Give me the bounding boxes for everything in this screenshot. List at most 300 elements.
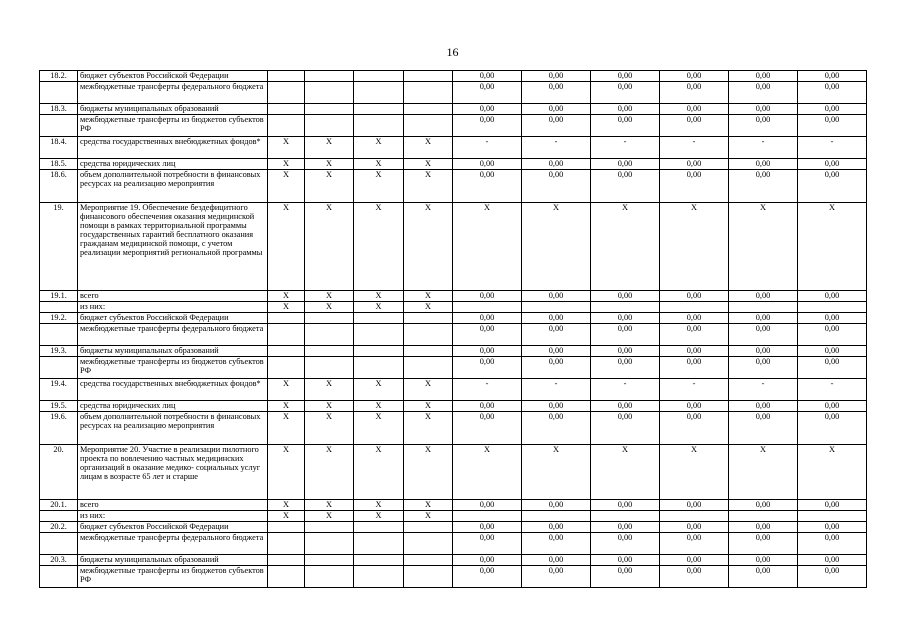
marker-cell: X bbox=[354, 203, 404, 291]
marker-cell: X bbox=[305, 412, 354, 445]
row-name-cell: бюджет субъектов Российской Федерации bbox=[78, 522, 268, 533]
row-number-cell: 19.3. bbox=[40, 346, 78, 357]
value-cell: 0,00 bbox=[798, 170, 867, 203]
value-cell bbox=[729, 511, 798, 522]
value-cell: - bbox=[591, 137, 660, 159]
row-number-cell: 19.1. bbox=[40, 291, 78, 302]
budget-table bbox=[39, 70, 867, 588]
value-cell: 0,00 bbox=[729, 412, 798, 445]
row-name-cell: межбюджетные трансферты из бюджетов субъектов РФ bbox=[78, 115, 268, 137]
row-number-cell: 18.5. bbox=[40, 159, 78, 170]
table-row bbox=[40, 522, 867, 533]
marker-cell bbox=[404, 346, 453, 357]
value-cell: 0,00 bbox=[729, 357, 798, 379]
value-cell: 0,00 bbox=[798, 104, 867, 115]
marker-cell: X bbox=[268, 500, 305, 511]
value-cell: 0,00 bbox=[660, 313, 729, 324]
value-cell: - bbox=[729, 137, 798, 159]
marker-cell bbox=[354, 346, 404, 357]
value-cell: - bbox=[522, 137, 591, 159]
row-name-cell: средства государственных внебюджетных фондов* bbox=[78, 379, 268, 401]
marker-cell: X bbox=[404, 170, 453, 203]
table-row bbox=[40, 115, 867, 137]
value-cell: 0,00 bbox=[453, 412, 522, 445]
value-cell bbox=[522, 302, 591, 313]
marker-cell bbox=[404, 566, 453, 588]
value-cell: 0,00 bbox=[591, 500, 660, 511]
value-cell: 0,00 bbox=[591, 104, 660, 115]
value-cell: 0,00 bbox=[798, 313, 867, 324]
marker-cell bbox=[268, 115, 305, 137]
value-cell: 0,00 bbox=[729, 522, 798, 533]
value-cell: - bbox=[591, 379, 660, 401]
value-cell: 0,00 bbox=[522, 555, 591, 566]
marker-cell: X bbox=[268, 159, 305, 170]
table-row bbox=[40, 533, 867, 555]
marker-cell: X bbox=[268, 291, 305, 302]
value-cell: 0,00 bbox=[591, 159, 660, 170]
marker-cell bbox=[404, 522, 453, 533]
value-cell: X bbox=[453, 203, 522, 291]
value-cell: 0,00 bbox=[453, 170, 522, 203]
marker-cell bbox=[404, 357, 453, 379]
value-cell: 0,00 bbox=[729, 291, 798, 302]
value-cell: 0,00 bbox=[591, 82, 660, 104]
table-row bbox=[40, 379, 867, 401]
value-cell: 0,00 bbox=[729, 82, 798, 104]
value-cell: 0,00 bbox=[522, 313, 591, 324]
value-cell: 0,00 bbox=[522, 291, 591, 302]
value-cell: X bbox=[522, 203, 591, 291]
value-cell: 0,00 bbox=[522, 324, 591, 346]
value-cell: 0,00 bbox=[660, 555, 729, 566]
value-cell: 0,00 bbox=[660, 82, 729, 104]
value-cell: 0,00 bbox=[591, 412, 660, 445]
row-name-cell: Мероприятие 20. Участие в реализации пилотного проекта по вовлечению частных медицинских организаций в оказание медико- социальных услуг лицам в возрасте 65 лет и старше bbox=[78, 445, 268, 500]
value-cell: 0,00 bbox=[453, 522, 522, 533]
value-cell: 0,00 bbox=[522, 115, 591, 137]
row-name-cell: бюджет субъектов Российской Федерации bbox=[78, 313, 268, 324]
marker-cell bbox=[354, 71, 404, 82]
value-cell: 0,00 bbox=[660, 346, 729, 357]
value-cell: 0,00 bbox=[798, 357, 867, 379]
row-number-cell: 20. bbox=[40, 445, 78, 500]
row-number-cell bbox=[40, 533, 78, 555]
value-cell bbox=[453, 302, 522, 313]
value-cell: 0,00 bbox=[591, 291, 660, 302]
value-cell: 0,00 bbox=[798, 412, 867, 445]
value-cell: 0,00 bbox=[453, 115, 522, 137]
value-cell: 0,00 bbox=[660, 115, 729, 137]
table-body bbox=[40, 71, 867, 588]
marker-cell: X bbox=[354, 401, 404, 412]
value-cell: 0,00 bbox=[522, 412, 591, 445]
row-number-cell bbox=[40, 511, 78, 522]
marker-cell bbox=[305, 71, 354, 82]
marker-cell: X bbox=[305, 291, 354, 302]
value-cell: 0,00 bbox=[522, 346, 591, 357]
value-cell: 0,00 bbox=[660, 170, 729, 203]
marker-cell bbox=[404, 555, 453, 566]
table-row bbox=[40, 445, 867, 500]
row-number-cell bbox=[40, 357, 78, 379]
marker-cell bbox=[268, 313, 305, 324]
row-name-cell: межбюджетные трансферты из бюджетов субъектов РФ bbox=[78, 357, 268, 379]
marker-cell: X bbox=[404, 302, 453, 313]
value-cell: X bbox=[453, 445, 522, 500]
marker-cell: X bbox=[305, 302, 354, 313]
value-cell: 0,00 bbox=[522, 159, 591, 170]
value-cell: 0,00 bbox=[453, 71, 522, 82]
value-cell: 0,00 bbox=[729, 533, 798, 555]
value-cell: 0,00 bbox=[591, 522, 660, 533]
marker-cell bbox=[305, 555, 354, 566]
marker-cell: X bbox=[268, 302, 305, 313]
marker-cell bbox=[354, 324, 404, 346]
value-cell bbox=[453, 511, 522, 522]
marker-cell bbox=[305, 357, 354, 379]
marker-cell bbox=[305, 104, 354, 115]
value-cell: 0,00 bbox=[591, 324, 660, 346]
value-cell: 0,00 bbox=[660, 401, 729, 412]
row-number-cell: 19.4. bbox=[40, 379, 78, 401]
marker-cell: X bbox=[305, 511, 354, 522]
table-row bbox=[40, 324, 867, 346]
value-cell: 0,00 bbox=[729, 346, 798, 357]
marker-cell: X bbox=[268, 412, 305, 445]
value-cell: 0,00 bbox=[453, 357, 522, 379]
value-cell: 0,00 bbox=[798, 555, 867, 566]
marker-cell: X bbox=[268, 203, 305, 291]
table-row bbox=[40, 104, 867, 115]
value-cell: 0,00 bbox=[453, 346, 522, 357]
value-cell: 0,00 bbox=[798, 291, 867, 302]
value-cell bbox=[591, 302, 660, 313]
table-row bbox=[40, 82, 867, 104]
marker-cell bbox=[354, 115, 404, 137]
value-cell: - bbox=[453, 137, 522, 159]
value-cell: 0,00 bbox=[522, 522, 591, 533]
marker-cell bbox=[354, 357, 404, 379]
row-name-cell: бюджеты муниципальных образований bbox=[78, 104, 268, 115]
row-number-cell: 18.4. bbox=[40, 137, 78, 159]
value-cell: X bbox=[591, 203, 660, 291]
marker-cell: X bbox=[404, 401, 453, 412]
table-row bbox=[40, 357, 867, 379]
row-name-cell: всего bbox=[78, 291, 268, 302]
value-cell: 0,00 bbox=[729, 401, 798, 412]
marker-cell: X bbox=[404, 511, 453, 522]
marker-cell bbox=[404, 104, 453, 115]
value-cell: 0,00 bbox=[591, 566, 660, 588]
marker-cell: X bbox=[354, 302, 404, 313]
value-cell: 0,00 bbox=[798, 324, 867, 346]
value-cell: 0,00 bbox=[798, 522, 867, 533]
marker-cell bbox=[305, 82, 354, 104]
row-number-cell: 19.6. bbox=[40, 412, 78, 445]
value-cell: 0,00 bbox=[729, 566, 798, 588]
marker-cell: X bbox=[354, 291, 404, 302]
row-name-cell: бюджет субъектов Российской Федерации bbox=[78, 71, 268, 82]
marker-cell: X bbox=[404, 412, 453, 445]
value-cell: 0,00 bbox=[729, 555, 798, 566]
row-number-cell bbox=[40, 115, 78, 137]
row-name-cell: средства юридических лиц bbox=[78, 159, 268, 170]
value-cell: 0,00 bbox=[453, 324, 522, 346]
row-number-cell bbox=[40, 302, 78, 313]
marker-cell bbox=[268, 555, 305, 566]
table-row bbox=[40, 203, 867, 291]
value-cell: 0,00 bbox=[453, 291, 522, 302]
value-cell: 0,00 bbox=[591, 115, 660, 137]
value-cell: 0,00 bbox=[660, 412, 729, 445]
marker-cell: X bbox=[268, 445, 305, 500]
marker-cell bbox=[354, 104, 404, 115]
table-row bbox=[40, 159, 867, 170]
value-cell: 0,00 bbox=[453, 533, 522, 555]
marker-cell bbox=[305, 533, 354, 555]
value-cell: 0,00 bbox=[522, 566, 591, 588]
row-name-cell: из них: bbox=[78, 302, 268, 313]
table-row bbox=[40, 500, 867, 511]
marker-cell: X bbox=[354, 412, 404, 445]
row-name-cell: межбюджетные трансферты федерального бюджета bbox=[78, 82, 268, 104]
marker-cell: X bbox=[404, 203, 453, 291]
marker-cell bbox=[268, 566, 305, 588]
value-cell: 0,00 bbox=[660, 533, 729, 555]
value-cell: 0,00 bbox=[729, 324, 798, 346]
value-cell: 0,00 bbox=[522, 357, 591, 379]
marker-cell bbox=[268, 71, 305, 82]
row-number-cell: 18.3. bbox=[40, 104, 78, 115]
value-cell: 0,00 bbox=[660, 71, 729, 82]
value-cell: 0,00 bbox=[453, 500, 522, 511]
value-cell: 0,00 bbox=[660, 500, 729, 511]
row-name-cell: средства государственных внебюджетных фондов* bbox=[78, 137, 268, 159]
marker-cell bbox=[268, 357, 305, 379]
value-cell: 0,00 bbox=[798, 115, 867, 137]
table-row bbox=[40, 412, 867, 445]
value-cell: 0,00 bbox=[729, 159, 798, 170]
row-number-cell: 18.2. bbox=[40, 71, 78, 82]
marker-cell: X bbox=[268, 379, 305, 401]
value-cell: 0,00 bbox=[798, 346, 867, 357]
value-cell: 0,00 bbox=[798, 500, 867, 511]
value-cell: 0,00 bbox=[591, 313, 660, 324]
row-name-cell: Мероприятие 19. Обеспечение бездефицитного финансового обеспечения оказания медицинской помощи в рамках территориальной программы государственных гарантий бесплатного оказания гражданам медицинской помощи, с учетом реализации мероприятий региональной программы bbox=[78, 203, 268, 291]
value-cell: 0,00 bbox=[660, 291, 729, 302]
value-cell: X bbox=[660, 203, 729, 291]
value-cell: X bbox=[798, 445, 867, 500]
page-number: 16 bbox=[446, 45, 459, 59]
value-cell: - bbox=[660, 137, 729, 159]
marker-cell: X bbox=[305, 500, 354, 511]
value-cell: 0,00 bbox=[522, 104, 591, 115]
marker-cell: X bbox=[404, 500, 453, 511]
marker-cell: X bbox=[354, 379, 404, 401]
marker-cell bbox=[268, 346, 305, 357]
row-number-cell: 19.5. bbox=[40, 401, 78, 412]
row-number-cell: 19. bbox=[40, 203, 78, 291]
marker-cell bbox=[305, 324, 354, 346]
value-cell bbox=[798, 302, 867, 313]
value-cell: 0,00 bbox=[591, 357, 660, 379]
value-cell: X bbox=[660, 445, 729, 500]
marker-cell: X bbox=[305, 159, 354, 170]
row-name-cell: межбюджетные трансферты федерального бюджета bbox=[78, 533, 268, 555]
marker-cell bbox=[305, 313, 354, 324]
table-row bbox=[40, 71, 867, 82]
value-cell: 0,00 bbox=[798, 82, 867, 104]
row-number-cell bbox=[40, 82, 78, 104]
marker-cell: X bbox=[268, 137, 305, 159]
marker-cell bbox=[305, 566, 354, 588]
marker-cell bbox=[305, 346, 354, 357]
row-number-cell: 20.3. bbox=[40, 555, 78, 566]
value-cell: - bbox=[729, 379, 798, 401]
marker-cell bbox=[404, 533, 453, 555]
value-cell: 0,00 bbox=[729, 71, 798, 82]
marker-cell: X bbox=[354, 159, 404, 170]
value-cell: 0,00 bbox=[591, 346, 660, 357]
row-name-cell: межбюджетные трансферты федерального бюджета bbox=[78, 324, 268, 346]
marker-cell: X bbox=[305, 203, 354, 291]
value-cell bbox=[660, 302, 729, 313]
value-cell: X bbox=[798, 203, 867, 291]
value-cell: 0,00 bbox=[798, 566, 867, 588]
marker-cell bbox=[404, 324, 453, 346]
value-cell bbox=[660, 511, 729, 522]
marker-cell: X bbox=[354, 500, 404, 511]
marker-cell bbox=[268, 533, 305, 555]
value-cell: 0,00 bbox=[591, 170, 660, 203]
marker-cell: X bbox=[404, 445, 453, 500]
value-cell: X bbox=[729, 203, 798, 291]
table-row bbox=[40, 137, 867, 159]
marker-cell bbox=[268, 104, 305, 115]
marker-cell bbox=[404, 313, 453, 324]
row-number-cell bbox=[40, 566, 78, 588]
row-name-cell: объем дополнительной потребности в финансовых ресурсах на реализацию мероприятия bbox=[78, 412, 268, 445]
marker-cell: X bbox=[404, 291, 453, 302]
marker-cell: X bbox=[268, 170, 305, 203]
row-name-cell: бюджеты муниципальных образований bbox=[78, 346, 268, 357]
value-cell: 0,00 bbox=[453, 555, 522, 566]
value-cell: 0,00 bbox=[522, 82, 591, 104]
value-cell: 0,00 bbox=[453, 104, 522, 115]
value-cell: 0,00 bbox=[660, 159, 729, 170]
value-cell: 0,00 bbox=[729, 115, 798, 137]
marker-cell bbox=[354, 82, 404, 104]
value-cell: 0,00 bbox=[522, 170, 591, 203]
value-cell: 0,00 bbox=[453, 401, 522, 412]
value-cell: X bbox=[729, 445, 798, 500]
value-cell: 0,00 bbox=[453, 313, 522, 324]
value-cell: 0,00 bbox=[660, 566, 729, 588]
value-cell: 0,00 bbox=[729, 313, 798, 324]
marker-cell: X bbox=[305, 379, 354, 401]
marker-cell: X bbox=[404, 379, 453, 401]
value-cell: - bbox=[660, 379, 729, 401]
row-number-cell bbox=[40, 324, 78, 346]
marker-cell: X bbox=[305, 137, 354, 159]
table-row bbox=[40, 313, 867, 324]
value-cell: 0,00 bbox=[798, 533, 867, 555]
table-row bbox=[40, 302, 867, 313]
marker-cell bbox=[354, 566, 404, 588]
value-cell: 0,00 bbox=[522, 401, 591, 412]
marker-cell bbox=[404, 82, 453, 104]
marker-cell bbox=[268, 82, 305, 104]
marker-cell bbox=[354, 313, 404, 324]
table-row bbox=[40, 291, 867, 302]
row-number-cell: 18.6. bbox=[40, 170, 78, 203]
value-cell: - bbox=[522, 379, 591, 401]
row-number-cell: 19.2. bbox=[40, 313, 78, 324]
marker-cell bbox=[305, 115, 354, 137]
value-cell: 0,00 bbox=[798, 401, 867, 412]
value-cell: 0,00 bbox=[798, 71, 867, 82]
value-cell bbox=[591, 511, 660, 522]
row-name-cell: бюджеты муниципальных образований bbox=[78, 555, 268, 566]
value-cell: 0,00 bbox=[798, 159, 867, 170]
marker-cell: X bbox=[305, 170, 354, 203]
marker-cell: X bbox=[305, 401, 354, 412]
table-row bbox=[40, 170, 867, 203]
value-cell: 0,00 bbox=[453, 566, 522, 588]
value-cell: 0,00 bbox=[729, 104, 798, 115]
row-name-cell: объем дополнительной потребности в финансовых ресурсах на реализацию мероприятия bbox=[78, 170, 268, 203]
row-number-cell: 20.1. bbox=[40, 500, 78, 511]
marker-cell bbox=[305, 522, 354, 533]
value-cell bbox=[798, 511, 867, 522]
value-cell: - bbox=[453, 379, 522, 401]
marker-cell: X bbox=[354, 445, 404, 500]
row-name-cell: межбюджетные трансферты из бюджетов субъектов РФ bbox=[78, 566, 268, 588]
marker-cell bbox=[268, 324, 305, 346]
value-cell: - bbox=[798, 137, 867, 159]
value-cell: 0,00 bbox=[522, 533, 591, 555]
table-row bbox=[40, 401, 867, 412]
marker-cell: X bbox=[268, 511, 305, 522]
value-cell: 0,00 bbox=[729, 500, 798, 511]
value-cell: 0,00 bbox=[453, 82, 522, 104]
marker-cell: X bbox=[404, 137, 453, 159]
marker-cell bbox=[404, 71, 453, 82]
marker-cell bbox=[354, 522, 404, 533]
marker-cell: X bbox=[404, 159, 453, 170]
marker-cell bbox=[354, 555, 404, 566]
value-cell: 0,00 bbox=[660, 357, 729, 379]
value-cell: 0,00 bbox=[660, 104, 729, 115]
marker-cell bbox=[268, 522, 305, 533]
value-cell bbox=[522, 511, 591, 522]
value-cell: 0,00 bbox=[660, 522, 729, 533]
table-row bbox=[40, 555, 867, 566]
row-number-cell: 20.2. bbox=[40, 522, 78, 533]
value-cell: 0,00 bbox=[453, 159, 522, 170]
table-row bbox=[40, 566, 867, 588]
value-cell: X bbox=[591, 445, 660, 500]
marker-cell: X bbox=[305, 445, 354, 500]
marker-cell bbox=[404, 115, 453, 137]
row-name-cell: всего bbox=[78, 500, 268, 511]
value-cell: - bbox=[798, 379, 867, 401]
marker-cell: X bbox=[268, 401, 305, 412]
table-row bbox=[40, 346, 867, 357]
table-row bbox=[40, 511, 867, 522]
value-cell: 0,00 bbox=[729, 170, 798, 203]
